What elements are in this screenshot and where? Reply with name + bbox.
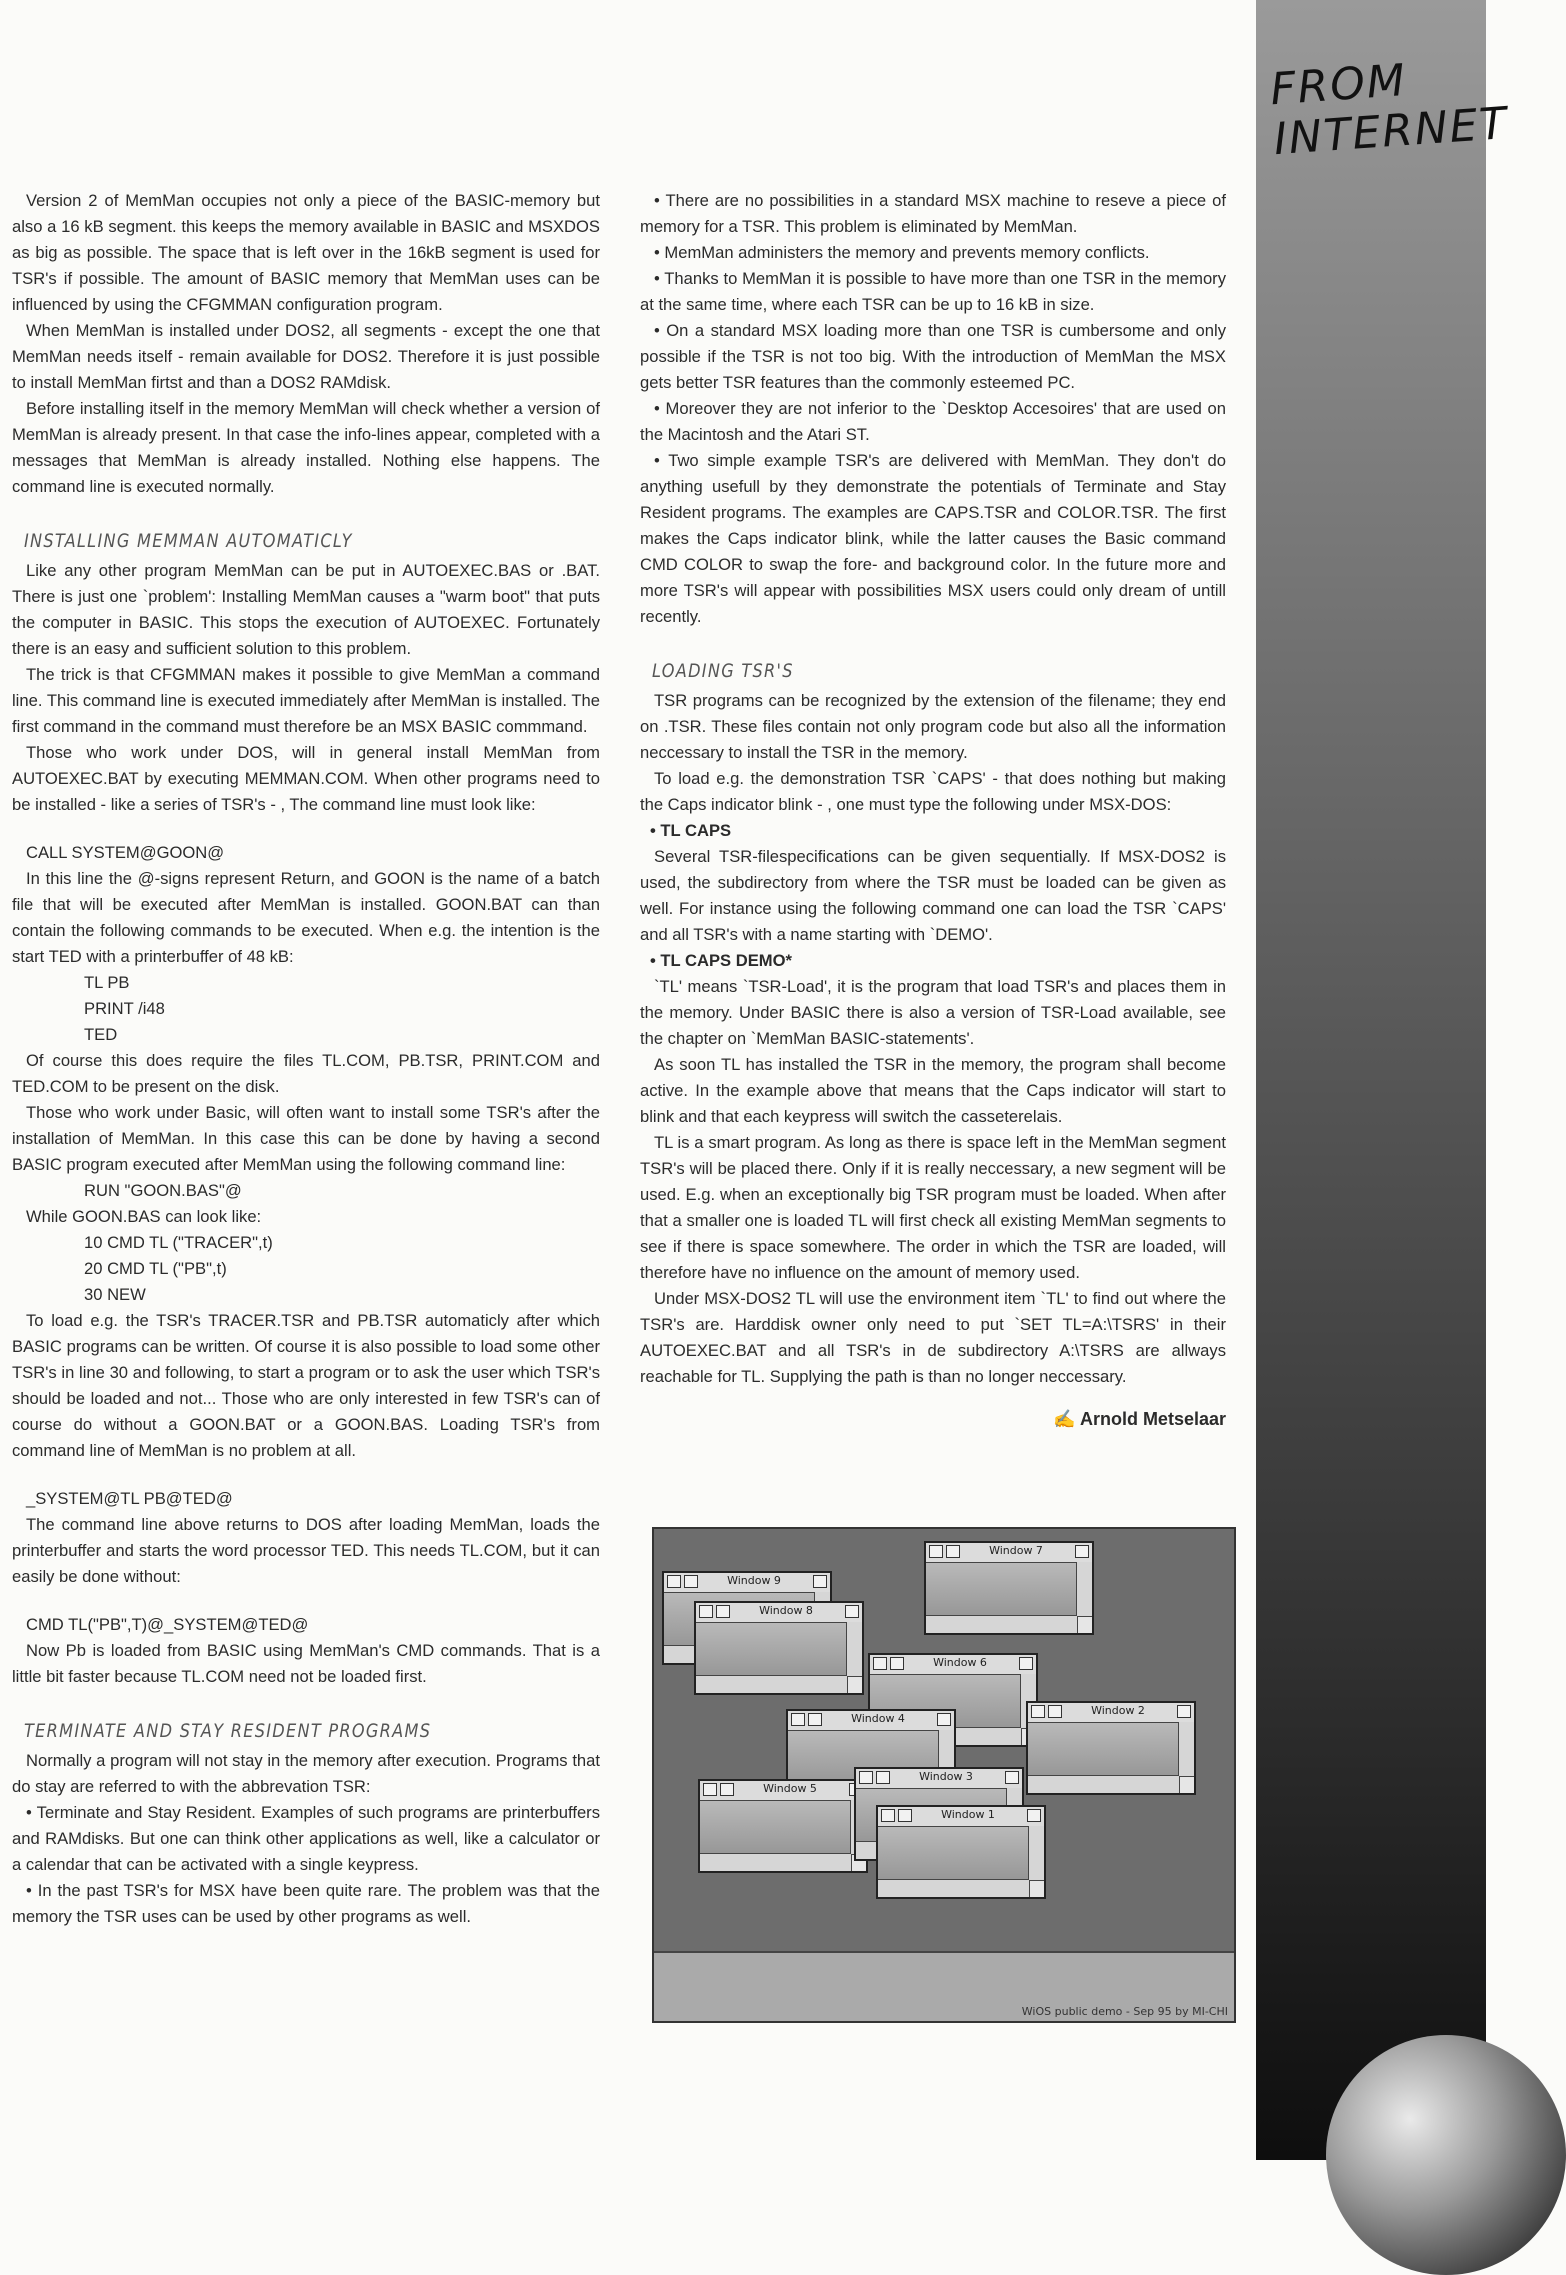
close-icon (720, 1783, 734, 1796)
paragraph: Like any other program MemMan can be put in AUTOEXEC.BAS or .BAT. There is just one `problem': Installing MemMan causes a "warm boot" that puts the computer in BASIC. This stops the execution of AUTOEXEC. Fortunately there is an easy and sufficient solution to this problem. (12, 561, 600, 658)
horizontal-scrollbar (700, 1853, 851, 1871)
resize-icon (1075, 1545, 1089, 1558)
section-title-line2: INTERNET (1272, 97, 1510, 166)
close-icon (946, 1545, 960, 1558)
close-icon (716, 1605, 730, 1618)
resize-corner-icon (1077, 1616, 1092, 1633)
close-icon (876, 1771, 890, 1784)
code-line: TED (84, 1025, 118, 1044)
window-title: Window 2 (1091, 1704, 1145, 1717)
close-icon (898, 1809, 912, 1822)
paragraph: As soon TL has installed the TSR in the memory, the program shall become active. In the example above that means that the Caps indicator will start to blink and that each keypress will switch the casseterelais. (640, 1055, 1226, 1126)
section-heading: INSTALLING MEMMAN AUTOMATICLY (24, 530, 353, 552)
paragraph: Several TSR-filespecifications can be given sequentially. If MSX-DOS2 is used, the subdirectory from where the TSR must be loaded can be given as well. For instance using the following command one can load the TSR `CAPS' and all TSR's with a name starting with `DEMO'. (640, 847, 1226, 944)
paragraph: Now Pb is loaded from BASIC using MemMan's CMD commands. That is a little bit faster because TL.COM need not be loaded first. (12, 1641, 600, 1686)
paragraph: Version 2 of MemMan occupies not only a piece of the BASIC-memory but also a 16 kB segment. this keeps the memory available in BASIC and MSXDOS as big as possible. The space that is left over in the 16kB segment is used for TSR's if possible. The amount of BASIC memory that MemMan uses can be influenced by using the CFGMMAN configuration program. (12, 191, 600, 314)
horizontal-scrollbar (1028, 1775, 1179, 1793)
horizontal-scrollbar (926, 1615, 1077, 1633)
paragraph: To load e.g. the demonstration TSR `CAPS' - that does nothing but making the Caps indicator blink - , one must type the following under MSX-DOS: (640, 769, 1226, 814)
bullet-item: • MemMan administers the memory and prevents memory conflicts. (654, 243, 1150, 262)
paragraph: In this line the @-signs represent Return, and GOON is the name of a batch file that will be executed after MemMan is installed. GOON.BAT can than contain the following commands to be executed. When e.g. the intention is the start TED with a printerbuffer of 48 kB: (12, 869, 600, 966)
close-icon (1048, 1705, 1062, 1718)
code-line: CMD TL("PB",T)@_SYSTEM@TED@ (26, 1615, 309, 1634)
window-icon (667, 1575, 681, 1588)
section-title (1268, 51, 1510, 166)
window-title: Window 6 (933, 1656, 987, 1669)
paragraph: Normally a program will not stay in the memory after execution. Programs that do stay are referred to with the abbrevation TSR: (12, 1751, 600, 1796)
bullet-item: • Two simple example TSR's are delivered with MemMan. They don't do anything usefull by they demonstrate the potentials of Terminate and Stay Resident programs. The examples are CAPS.TSR and COLOR.TSR. The first makes the Caps indicator blink, while the latter causes the Basic command CMD COLOR to swap the fore- and background color. In the future more and more TSR's will appear with possibilities MSX users could only dream of untill recently. (640, 451, 1226, 626)
bullet-item: • Thanks to MemMan it is possible to have more than one TSR in the memory at the same time, where each TSR can be up to 16 kB in size. (640, 269, 1226, 314)
paragraph: Of course this does require the files TL.COM, PB.TSR, PRINT.COM and TED.COM to be present on the disk. (12, 1051, 600, 1096)
window-title: Window 4 (851, 1712, 905, 1725)
resize-icon (1027, 1809, 1041, 1822)
section-heading: TERMINATE AND STAY RESIDENT PROGRAMS (24, 1720, 432, 1742)
vertical-scrollbar (1028, 1826, 1044, 1880)
left-column (12, 188, 600, 1930)
resize-corner-icon (1029, 1880, 1044, 1897)
window-icon (791, 1713, 805, 1726)
section-title-line1: FROM (1268, 54, 1409, 116)
paragraph: TSR programs can be recognized by the extension of the filename; they end on .TSR. These files contain not only program code but also all the information neccessary to install the TSR in the memory. (640, 691, 1226, 762)
code-line: 10 CMD TL ("TRACER",t) (84, 1233, 273, 1252)
resize-icon (1177, 1705, 1191, 1718)
window-1 (876, 1805, 1046, 1899)
window-icon (859, 1771, 873, 1784)
code-line: TL PB (84, 973, 130, 992)
vertical-scrollbar (1178, 1722, 1194, 1776)
window-title: Window 7 (989, 1544, 1043, 1557)
paragraph: While GOON.BAS can look like: (26, 1207, 262, 1226)
code-line: PRINT /i48 (84, 999, 165, 1018)
window-title: Window 5 (763, 1782, 817, 1795)
window-icon (1031, 1705, 1045, 1718)
paragraph: Those who work under DOS, will in general install MemMan from AUTOEXEC.BAT by executing MEMMAN.COM. When other programs need to be installed - like a series of TSR's - , The command line must look like: (12, 743, 600, 814)
window-2 (1026, 1701, 1196, 1795)
resize-corner-icon (1179, 1776, 1194, 1793)
horizontal-scrollbar (878, 1879, 1029, 1897)
bullet-item: • In the past TSR's for MSX have been quite rare. The problem was that the memory the TSR uses can be used by other programs as well. (12, 1881, 600, 1926)
window-title: Window 1 (941, 1808, 995, 1821)
section-heading: LOADING TSR'S (652, 660, 794, 682)
bullet-item: • There are no possibilities in a standard MSX machine to reseve a piece of memory for a TSR. This problem is eliminated by MemMan. (640, 191, 1226, 236)
window-icon (699, 1605, 713, 1618)
right-column (640, 188, 1226, 1432)
command-line: • TL CAPS DEMO* (650, 951, 792, 970)
window-7 (924, 1541, 1094, 1635)
command-line: • TL CAPS (650, 821, 732, 840)
wios-screenshot (652, 1527, 1236, 2023)
resize-icon (1005, 1771, 1019, 1784)
resize-icon (845, 1605, 859, 1618)
paragraph: Under MSX-DOS2 TL will use the environment item `TL' to find out where the TSR's are. Harddisk owner only need to put `SET TL=A:\TSRS' in their AUTOEXEC.BAT and all TSR's in de subdirectory A:\TSRS are allways reachable for TL. Supplying the path is than no longer neccessary. (640, 1289, 1226, 1386)
code-line: 30 NEW (84, 1285, 146, 1304)
vertical-scrollbar (1076, 1562, 1092, 1616)
close-icon (890, 1657, 904, 1670)
resize-icon (937, 1713, 951, 1726)
window-icon (703, 1783, 717, 1796)
screenshot-footer (654, 1951, 1234, 2021)
window-8 (694, 1601, 864, 1695)
resize-icon (813, 1575, 827, 1588)
code-line: _SYSTEM@TL PB@TED@ (26, 1489, 233, 1508)
window-title: Window 3 (919, 1770, 973, 1783)
paragraph: TL is a smart program. As long as there is space left in the MemMan segment TSR's will be placed there. Only if it is really neccessary, a new segment will be used. E.g. when an exceptionally big TSR program must be loaded. When after that a smaller one is loaded TL will first check all existing MemMan segments to see if there is space somewhere. The order in which the TSR are loaded, will therefore have no influence on the amount of memory used. (640, 1133, 1226, 1282)
horizontal-scrollbar (696, 1675, 847, 1693)
window-icon (929, 1545, 943, 1558)
author-byline: ✍ Arnold Metselaar (1053, 1409, 1226, 1429)
close-icon (808, 1713, 822, 1726)
code-line: RUN "GOON.BAS"@ (84, 1181, 242, 1200)
code-line: CALL SYSTEM@GOON@ (26, 843, 225, 862)
window-title: Window 9 (727, 1574, 781, 1587)
window-icon (881, 1809, 895, 1822)
paragraph: When MemMan is installed under DOS2, all segments - except the one that MemMan needs itself - remain available for DOS2. Therefore it is just possible to install MemMan firtst and than a DOS2 RAMdisk. (12, 321, 600, 392)
window-icon (873, 1657, 887, 1670)
resize-icon (1019, 1657, 1033, 1670)
paragraph: Those who work under Basic, will often want to install some TSR's after the installation of MemMan. In this case this can be done by having a second BASIC program executed after MemMan using the following command line: (12, 1103, 600, 1174)
paragraph: The command line above returns to DOS after loading MemMan, loads the printerbuffer and starts the word processor TED. This needs TL.COM, but it can easily be done without: (12, 1515, 600, 1586)
bullet-item: • On a standard MSX loading more than one TSR is cumbersome and only possible if the TSR is not too big. With the introduction of MemMan the MSX gets better TSR features than the commonly esteemed PC. (640, 321, 1226, 392)
paragraph: The trick is that CFGMMAN makes it possible to give MemMan a command line. This command line is executed immediately after MemMan is installed. The first command in the command must therefore be an MSX BASIC commmand. (12, 665, 600, 736)
screenshot-credit: WiOS public demo - Sep 95 by MI-CHI (1021, 2005, 1228, 2018)
vertical-scrollbar (846, 1622, 862, 1676)
close-icon (684, 1575, 698, 1588)
code-line: 20 CMD TL ("PB",t) (84, 1259, 227, 1278)
paragraph: To load e.g. the TSR's TRACER.TSR and PB.TSR automaticly after which BASIC programs can be written. Of course it is also possible to load some other TSR's in line 30 and following, to start a program or to ask the user which TSR's should be loaded and not... Those who are only interested in few TSR's can of course do without a GOON.BAT or a GOON.BAS. Loading TSR's from command line of MemMan is no problem at all. (12, 1311, 600, 1460)
section-sidebar (1256, 0, 1510, 2160)
window-title: Window 8 (759, 1604, 813, 1617)
paragraph: `TL' means `TSR-Load', it is the program that load TSR's and places them in the memory. Under BASIC there is also a version of TSR-Load available, see the chapter on `MemMan BASIC-statements'. (640, 977, 1226, 1048)
bullet-item: • Terminate and Stay Resident. Examples of such programs are printerbuffers and RAMdisks. But one can think other applications as well, like a calculator or a calendar that can be activated with a single keypress. (12, 1803, 600, 1874)
window-5 (698, 1779, 868, 1873)
paragraph: Before installing itself in the memory MemMan will check whether a version of MemMan is already present. In that case the info-lines appear, completed with a messages that MemMan is already installed. Nothing else happens. The command line is executed normally. (12, 399, 600, 496)
bullet-item: • Moreover they are not inferior to the `Desktop Accesoires' that are used on the Macintosh and the Atari ST. (640, 399, 1226, 444)
resize-corner-icon (847, 1676, 862, 1693)
globe-image (1326, 2035, 1566, 2275)
